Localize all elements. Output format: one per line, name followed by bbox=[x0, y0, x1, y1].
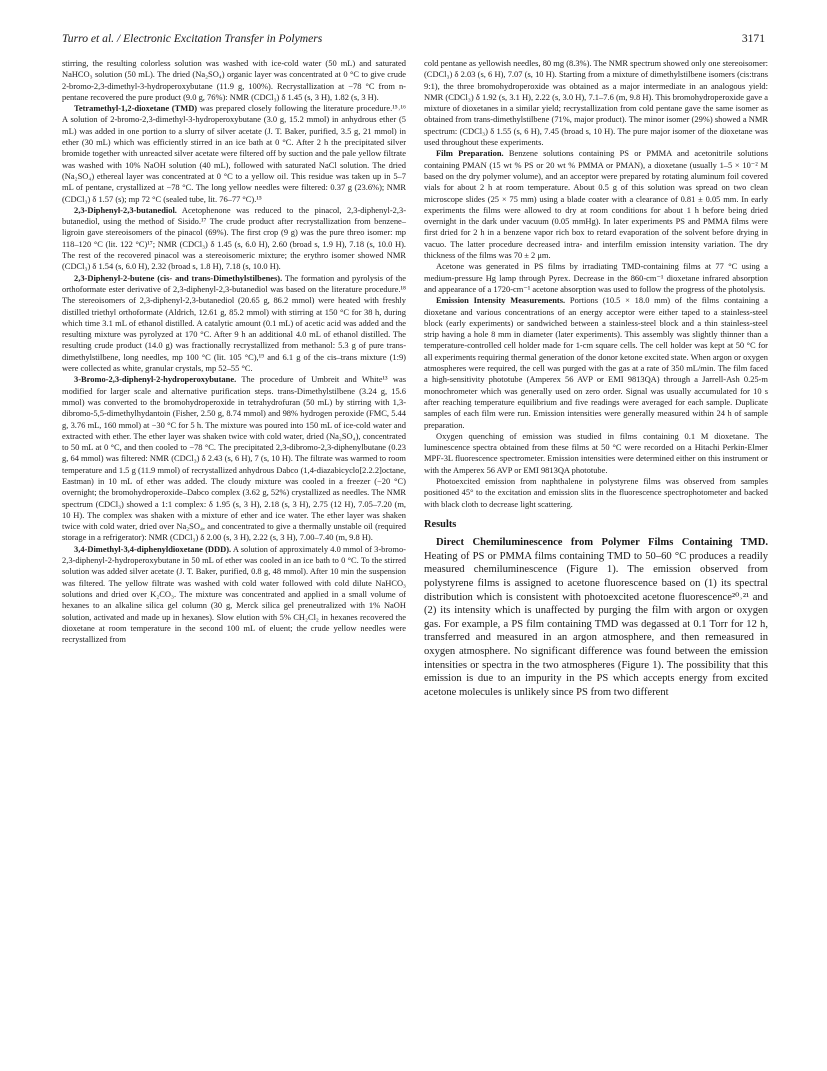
paragraph: 3-Bromo-2,3-diphenyl-2-hydroperoxybutane. The procedure of Umbreit and White¹³ was modified for larger scale and alternative purification steps. trans-Dimethylstilbene (3.24 g, 15.6 mmol) was converted to the bromohydroperoxide in tetrahydrofuran (50 mL) by stirring with 1,3-dibromo-5,5-dimethylhydantoin (Fisher, 2.50 g, 8.74 mmol) and 98% hydrogen peroxide (FMC, 5.44 g, 3.76 mL, 160 mmol) at −30 °C for 5 h. The mixture was poured into 150 mL of ice-cold water and extracted with ether. The ether layer was shaken twice with cold water, dried (Na₂SO₄), concentrated to 50 mL at 0 °C, and then cooled to −78 °C. The precipitated 2,3-dibromo-2,3-diphenylbutane (0.23 g, 64 mmol) was filtered: NMR (CDCl₃) δ 2.43 (s, 6 H), 7 (s, 10 H). The filtrate was warmed to room temperature and 1.5 g (11.9 mmol) of recrystallized anhydrous Dabco (1,4-diazabicyclo[2.2.2]octane, Eastman) in 10 mL of ether was added. The cloudy mixture was cooled in a freezer (−20 °C) overnight; the bromohydroperoxide–Dabco complex (3.62 g, 52%) crystallized as needles. The NMR spectrum (CDCl₃) showed a 1:1 complex: δ 1.95 (s, 3 H), 2.18 (s, 3 H), 2.75 (12 H), 7.05–7.20 (m, 10 H). The complex was shaken with a mixture of ether and ice water. The ether layer was shaken twice with cold water, dried over Na₂SO₄, and concentrated to give a thermally unstable oil (required storage in a refrigerator): NMR (CDCl₃) δ 2.00 (s, 3 H), 2.22 (s, 3 H), 7.00–7.40 (m, 9.8 H). bbox=[62, 374, 406, 543]
page-number: 3171 bbox=[741, 32, 765, 45]
paragraph-lead: 3,4-Dimethyl-3,4-diphenyldioxetane (DDD). bbox=[74, 543, 232, 554]
right-column bbox=[424, 58, 768, 699]
paragraph: Photoexcited emission from naphthalene in polystyrene films was observed from samples positioned 45° to the excitation and emission slits in the fluorescence spectrophotometer and backed with black cloth to decrease light scattering. bbox=[424, 475, 768, 509]
paragraph: 2,3-Diphenyl-2,3-butanediol. Acetophenone was reduced to the pinacol, 2,3-diphenyl-2,3-butanediol, using the method of Sisido.¹⁷ The crude product after recrystallization from benzene–ligroin gave stereoisomers of the pinacol (69%). The first crop (9 g) was the pure threo isomer: mp 118–120 °C (lit. 122 °C)¹⁷; NMR (CDCl₃) δ 1.45 (s, 6.0 H), 2.60 (broad s, 1.9 H), 7.18 (s, 10.0 H). The rest of the recovered pinacol was a stereoisomeric mixture; the erythro isomer showed NMR (CDCl₃) δ 1.54 (s, 6.0 H), 2.32 (broad s, 1.8 H), 7.18 (s, 10.0 H). bbox=[62, 204, 406, 272]
paragraph: Film Preparation. Benzene solutions containing PS or PMMA and acetonitrile solutions containing PMAN (15 wt % PS or 20 wt % PMMA or PMAN), a dioxetane (usually 1–5 × 10⁻² M based on the dry polymer volume), and an acceptor were prepared by rotating aluminum foil covered vials for about 2 h at room temperature. About 0.5 g of this solution was spread on two clean microscope slides (25 × 75 mm) using a blade coater with a clearance of 0.81 ± 0.05 mm. In early experiments the films were allowed to dry at room conditions for about 1 h before being dried overnight in the dark under vacuum (0.05 mmHg). In later experiments PS and PMMA films were first dried for 2 h in a benzene vapor rich box to retard evaporation of the solvent before drying in vacuo. The latter procedure decreased intra- and interfilm emission intensity variation. The dry thickness of the films was 70 ± 2 μm. bbox=[424, 148, 768, 261]
section-heading: Results bbox=[424, 518, 457, 530]
running-head: Turro et al. / Electronic Excitation Transfer in Polymers bbox=[62, 32, 323, 45]
paragraph-lead: Film Preparation. bbox=[436, 148, 504, 159]
paragraph: 2,3-Diphenyl-2-butene (cis- and trans-Dimethylstilbenes). The formation and pyrolysis of the orthoformate ester derivative of 2,3-diphenyl-2,3-butanediol was based on the literature procedure.¹⁸ The stereoisomers of 2,3-diphenyl-2,3-butanediol (20.65 g, 86.2 mmol) were heated with freshly distilled triethyl orthoformate (Aldrich, 12.61 g, 85.2 mmol) with stirring at 150 °C for 38 h, during which time 3.1 mL of ethanol distilled. A catalytic amount (0.1 mL) of acetic acid was added and the resulting mixture was pyrolyzed at 170 °C. After 9 h an additional 4.0 mL of ethanol distilled. The resulting crude product (14.0 g) was fractionally recrystallized from methanol: 5.3 g of pure trans-dimethylstilbene, long needles, mp 100 °C (lit. 105 °C),¹⁹ and 6.1 g of the cis–trans mixture (1:9) were collected as white, granular crystals, mp 52–55 °C. bbox=[62, 272, 407, 374]
paragraph: Direct Chemiluminescence from Polymer Films Containing TMD. Heating of PS or PMMA films containing TMD to 50–60 °C produces a readily measured chemiluminescence (Figure 1). The emission observed from polystyrene films is assigned to acetone fluorescence based on (1) its spectral distribution which is consistent with photoexcited acetone fluorescence²⁰˒²¹ and (2) its intensity which is unaffected by purging the film with argon or oxygen gas. For example, a PS film containing TMD was degassed at 0.1 Torr for 12 h, transferred and measured in an argon atmosphere, and then remeasured in oxygen atmosphere. No significant difference was found between the emission intensities or spectra in the two atmospheres (Figure 1). The possibility that this emission is due to an impurity in the PS which accepts energy from excited acetone molecules is unlikely since PS from two different bbox=[424, 537, 768, 698]
paragraph-lead: Direct Chemiluminescence from Polymer Films Containing TMD. bbox=[436, 537, 768, 549]
paragraph-lead: 2,3-Diphenyl-2,3-butanediol. bbox=[74, 204, 177, 215]
paragraph-lead: Emission Intensity Measurements. bbox=[436, 295, 566, 306]
paragraph: stirring, the resulting colorless solution was washed with ice-cold water (50 mL) and saturated NaHCO₃ solution (50 mL). The dried (Na₂SO₄) organic layer was concentrated at 0 °C to give crude 2-bromo-2,3-dimethyl-3-hydroperoxybutane (11.9 g, 100%). Recrystallization at −78 °C from n-pentane recovered the pure product (9.0 g, 76%): NMR (CDCl₃) δ 1.45 (s, 3 H), 1.82 (s, 3 H). bbox=[62, 58, 406, 102]
paragraph-lead: 3-Bromo-2,3-diphenyl-2-hydroperoxybutane. bbox=[74, 374, 237, 385]
page-header bbox=[62, 32, 765, 50]
left-column bbox=[62, 58, 406, 645]
paragraph-lead: 2,3-Diphenyl-2-butene (cis- and trans-Dimethylstilbenes). bbox=[74, 272, 283, 283]
paragraph: Tetramethyl-1,2-dioxetane (TMD) was prepared closely following the literature procedure.¹⁵˒¹⁶ A solution of 2-bromo-2,3-dimethyl-3-hydroperoxybutane (3.0 g, 15.2 mmol) in anhydrous ether (5 mL) was added in one portion to a slurry of silver acetate (J. T. Baker, purified, 3.5 g, 21 mmol) in ether (30 mL) which was efficiently stirred in an ice bath at 0 °C. After 2 h the precipitated silver bromide together with unreacted silver acetate were filtered off by suction and the pale yellow filtrate was washed with 10% NaOH solution (40 mL), followed with saturated NaCl solution. The dried (Na₂SO₄) ethereal layer was concentrated at 0 °C to a yellow oil. This residue was taken up in 5–7 mL of pentane, crystallized at −78 °C. The long yellow needles were filtered: 0.37 g (23.6%); NMR (CDCl₃) δ 1.57 (s); mp 72 °C (sealed tube, lit. 76–77 °C).¹⁵ bbox=[62, 103, 406, 204]
paragraph-lead: Tetramethyl-1,2-dioxetane (TMD) bbox=[74, 103, 198, 114]
paragraph: 3,4-Dimethyl-3,4-diphenyldioxetane (DDD). A solution of approximately 4.0 mmol of 3-bromo-2,3-diphenyl-2-hydroperoxybutane in 50 mL of ether was cooled in an ice bath to 0 °C. To the stirred solution was added silver acetate (J. T. Baker, purified, 0.8 g, 48 mmol). After 10 min the suspension was filtered. The yellow filtrate was washed with cold water followed with cold dilute NaHCO₃ solutions and dried over K₂CO₃. The mixture was concentrated and applied in a small volume of hexanes to an alkaline silica gel column (30 g, Merck silica gel preneutralized with 1% NaOH solution, activated and made up in hexanes). Slow elution with 5% CH₂Cl₂ in hexanes recovered the dioxetane at room temperature in the second 100 mL of eluent; the crude yellow needles were recrystallized from bbox=[62, 543, 406, 645]
paragraph: Emission Intensity Measurements. Portions (10.5 × 18.0 mm) of the films containing a dioxetane and various concentrations of an energy acceptor were either taped to a stainless-steel block (early experiments) or sandwiched between a stainless-steel block and a thin stainless-steel strip having a hole 8 mm in diameter (later experiments). This assembly was slightly thinner than a temperature-controlled cell holder made for 1-cm square cells. The cell holder was kept at 50 °C for all experiments requiring thermal generation of the donor ketone excited state. When argon or oxygen atmospheres were required, the cell was purged with the gas at a rate of 350 mL/min. The film faced a high-sensitivity phototube (Amperex 56 AVP or EMI 9813QA) through a Jarrell-Ash 0.25-m monochrometer which was generally used on zero order. Signal was usually accumulated for 10 s after reaching temperature equilibrium and five readings were averaged for each sample. Duplicate samples of each film were run. Emission intensities were generally measured within 24 h of sample preparation. bbox=[424, 295, 768, 430]
paragraph: Acetone was generated in PS films by irradiating TMD-containing films at 77 °C using a medium-pressure Hg lamp through Pyrex. Decrease in the 860-cm⁻¹ dioxetane infrared absorption and appearance of a 1720-cm⁻¹ acetone absorption was used to follow the progress of the photolysis. bbox=[424, 261, 768, 294]
paragraph: Oxygen quenching of emission was studied in films containing 0.1 M dioxetane. The luminescence spectra obtained from these films at 50 °C were recorded on a Hitachi Perkin-Elmer MPF-3L fluorescence spectrometer. Emission intensities were determined either on this instrument or with the Amperex 56 AVP or EMI 9813QA phototube. bbox=[424, 430, 768, 475]
paragraph: cold pentane as yellowish needles, 80 mg (8.3%). The NMR spectrum showed only one stereoisomer: (CDCl₃) δ 2.03 (s, 6 H), 7.07 (s, 10 H). Starting from a mixture of dimethylstilbene isomers (cis:trans 9:1), the three bromohydroperoxide was obtained as a major intermediate in an analogous yield: NMR (CDCl₃) δ 1.92 (s, 3.1 H), 2.22 (s, 3.0 H), 7.1–7.6 (m, 9.8 H). This bromohydroperoxide gave a mixture of dioxetanes in a similar yield; recrystallization from cold pentane gave the same isomer as obtained from trans-dimethylstilbene (71%, major product). The minor isomer (29%) showed a NMR spectrum: (CDCl₃) δ 1.55 (s, 6 H), 7.45 (broad s, 10 H). The pure major isomer of the dioxetane was used throughout these experiments. bbox=[424, 58, 768, 148]
results-section bbox=[424, 519, 768, 699]
